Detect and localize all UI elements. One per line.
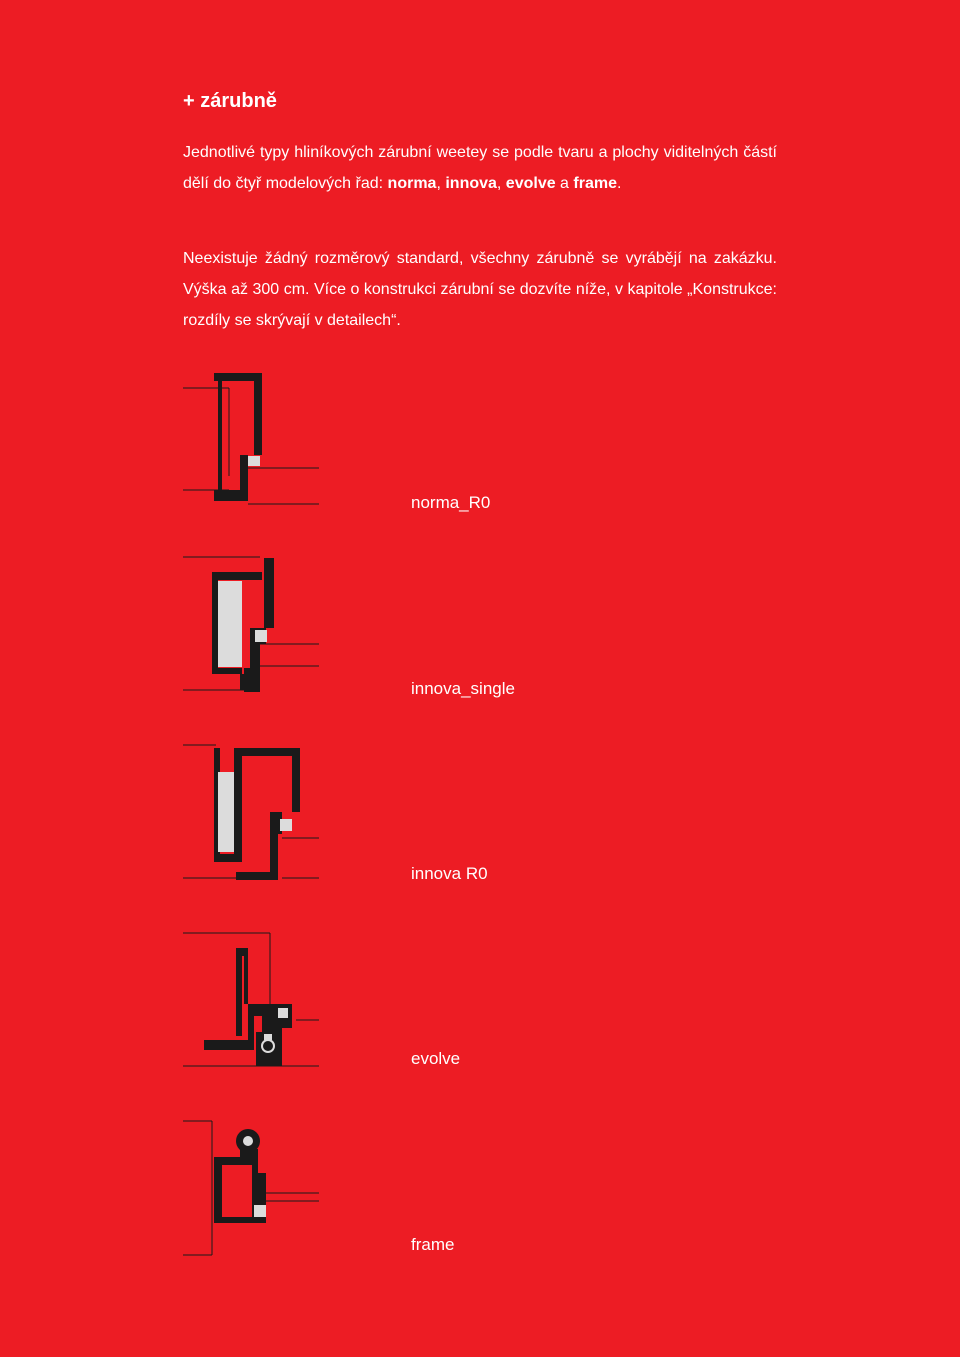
intro-paragraph (183, 137, 777, 199)
profile-label-innova-single: innova_single (411, 679, 515, 698)
separator: , (496, 175, 506, 192)
series-frame: frame (573, 175, 617, 192)
page-title: + zárubně (183, 90, 277, 112)
norma-r0-profile-icon (182, 368, 322, 508)
innova-single-profile-icon (182, 554, 322, 694)
frame-profile-icon (182, 1117, 322, 1257)
series-innova: innova (445, 175, 497, 192)
series-evolve: evolve (505, 175, 556, 192)
innova-r0-profile-icon (182, 742, 322, 882)
standard-paragraph: Neexistuje žádný rozměrový standard, všechny zárubně se vyrábějí na zakázku. Výška až 300 cm. Více o konstrukci zárubní se dozvíte níže, v kapitole „Konstrukce: rozdíly se skrývají v detailech“. (183, 250, 777, 329)
series-norma: norma (387, 175, 437, 192)
profile-label-frame: frame (411, 1235, 455, 1254)
intro-text: Jednotlivé typy hliníkových zárubní weetey se podle tvaru a plochy viditelných částí dělí do čtyř modelových řad: (183, 144, 777, 192)
evolve-profile-icon (182, 928, 322, 1068)
profile-label-norma-r0: norma_R0 (411, 493, 491, 512)
period: . (616, 175, 622, 192)
separator: , (436, 175, 446, 192)
separator: a (555, 175, 574, 192)
profile-label-evolve: evolve (411, 1049, 461, 1068)
profile-label-innova-r0: innova R0 (411, 864, 488, 883)
